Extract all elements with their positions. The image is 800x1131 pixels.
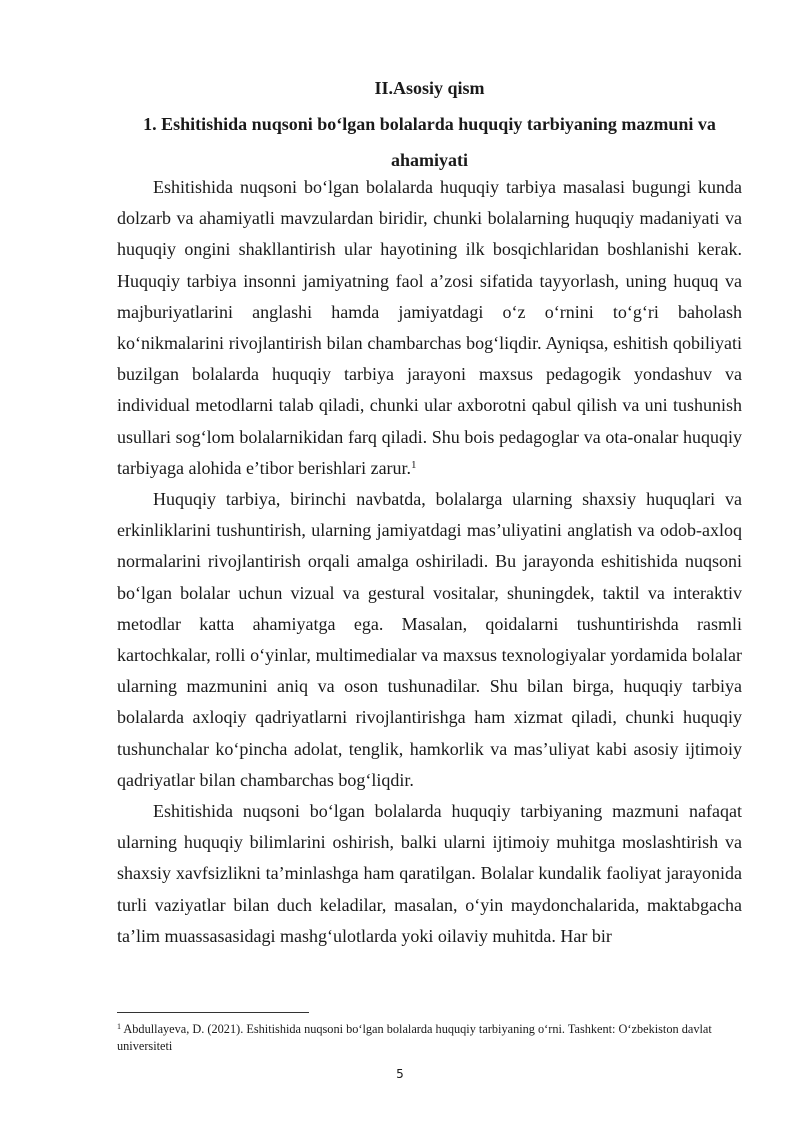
body-text (117, 172, 742, 952)
paragraph-2: Huquqiy tarbiya, birinchi navbatda, bolalarga ularning shaxsiy huquqlari va erkinliklarini tushuntirish, ularning jamiyatdagi mas’uliyatini anglatish va odob-axloq normalarini rivojlantirish orqali amalga oshiriladi. Bu jarayonda eshitishida nuqsoni bo‘lgan bolalar uchun vizual va gestural vositalar, shuningdek, taktil va interaktiv metodlar katta ahamiyatga ega. Masalan, qoidalarni tushuntirishda rasmli kartochkalar, rolli o‘yinlar, multimedialar va maxsus texnologiyalar yordamida bolalar ularning mazmunini aniq va oson tushunadilar. Shu bilan birga, huquqiy tarbiya bolalarda axloqiy qadriyatlarni rivojlantirishga ham xizmat qiladi, chunki huquqiy tushunchalar ko‘pincha adolat, tenglik, hamkorlik va mas’uliyat kabi asosiy ijtimoiy qadriyatlar bilan chambarchas bog‘liqdir. (117, 489, 742, 790)
paragraph-1-text: Eshitishida nuqsoni bo‘lgan bolalarda huquqiy tarbiya masalasi bugungi kunda dolzarb va ahamiyatli mavzulardan biridir, chunki bolalarning huquqiy madaniyati va huquqiy ongini shakllantirish ular hayotining ilk bosqichlaridan boshlanishi kerak. Huquqiy tarbiya insonni jamiyatning faol a’zosi sifatida tayyorlash, uning huquq va majburiyatlarini anglashi hamda jamiyatdagi o‘z o‘rnini to‘g‘ri baholash ko‘nikmalarini rivojlantirish bilan chambarchas bog‘liqdir. Ayniqsa, eshitish qobiliyati buzilgan bolalarda huquqiy tarbiya jarayoni maxsus pedagogik yondashuv va individual metodlarni talab qiladi, chunki ular axborotni qabul qilish va uni tushunish usullari sog‘lom bolalarnikidan farq qiladi. Shu bois pedagoglar va ota-onalar huquqiy tarbiyaga alohida e’tibor berishlari zarur. (117, 177, 742, 478)
paragraph-1 (117, 172, 742, 484)
section-heading-line-1: 1. Eshitishida nuqsoni bo‘lgan bolalarda huquqiy tarbiyaning mazmuni va (143, 114, 716, 134)
footnote (117, 1021, 742, 1055)
page-number: 5 (396, 1067, 404, 1081)
section-heading (117, 106, 742, 178)
footnote-marker: 1 (117, 1022, 121, 1031)
section-heading-line-2: ahamiyati (390, 150, 468, 170)
paragraph-3: Eshitishida nuqsoni bo‘lgan bolalarda huquqiy tarbiyaning mazmuni nafaqat ularning huquqiy bilimlarini oshirish, balki ularni ijtimoiy muhitga moslashtirish va shaxsiy xavfsizlikni ta’minlashga ham qaratilgan. Bolalar kundalik faoliyat jarayonida turli vaziyatlar bilan duch keladilar, masalan, o‘yin maydonchalarida, maktabgacha ta’lim muassasasidagi mashg‘ulotlarda yoki oilaviy muhitda. Har bir (117, 801, 742, 946)
footnote-separator (117, 1012, 309, 1013)
footnote-reference: 1 (411, 458, 417, 471)
footnote-text: Abdullayeva, D. (2021). Eshitishida nuqsoni bo‘lgan bolalarda huquqiy tarbiyaning o‘rni. Tashkent: O‘zbekiston davlat universiteti (117, 1022, 712, 1053)
part-heading: II.Asosiy qism (374, 78, 485, 98)
